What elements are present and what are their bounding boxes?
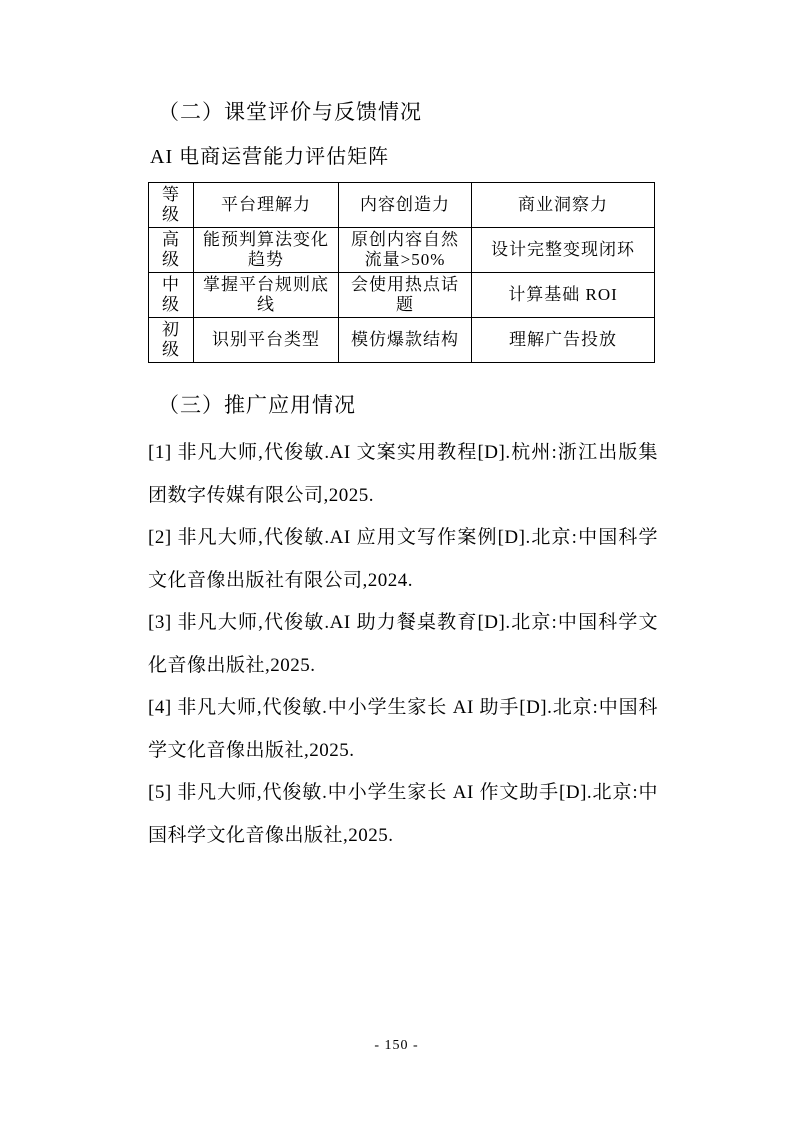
- level-cell: [149, 228, 194, 273]
- reference-item: [1] 非凡大师,代俊敏.AI 文案实用教程[D].杭州:浙江出版集团数字传媒有限公司,2025.: [148, 442, 658, 506]
- header-cell-business: 商业洞察力: [472, 183, 655, 228]
- table-cell: 识别平台类型: [194, 318, 339, 363]
- reference-item: [5] 非凡大师,代俊敏.中小学生家长 AI 作文助手[D].北京:中国科学文化音像出版社,2025.: [148, 782, 658, 846]
- table-cell: 理解广告投放: [472, 318, 655, 363]
- header-cell-level: [149, 183, 194, 228]
- section3-heading: （三）推广应用情况: [158, 393, 356, 417]
- table-title: AI 电商运营能力评估矩阵: [150, 146, 390, 168]
- table-row: [149, 273, 655, 318]
- page-number: - 150 -: [374, 1038, 419, 1053]
- table-header-row: [149, 183, 655, 228]
- level-cell: [149, 318, 194, 363]
- table-cell: 计算基础 ROI: [472, 273, 655, 318]
- reference-item: [2] 非凡大师,代俊敏.AI 应用文写作案例[D].北京:中国科学文化音像出版社有限公司,2024.: [148, 527, 658, 591]
- header-cell-platform: 平台理解力: [194, 183, 339, 228]
- level-label: 高级: [161, 230, 180, 269]
- reference-list: [148, 432, 658, 857]
- level-cell: [149, 273, 194, 318]
- header-cell-content: 内容创造力: [339, 183, 472, 228]
- table-cell: 掌握平台规则底线: [194, 273, 339, 318]
- page-content: [148, 0, 658, 857]
- table-cell: 模仿爆款结构: [339, 318, 472, 363]
- table-cell: 设计完整变现闭环: [472, 228, 655, 273]
- header-label: 等级: [161, 185, 180, 224]
- table-cell: 原创内容自然流量>50%: [339, 228, 472, 273]
- table-row: [149, 228, 655, 273]
- reference-item: [4] 非凡大师,代俊敏.中小学生家长 AI 助手[D].北京:中国科学文化音像出版社,2025.: [148, 697, 658, 761]
- table-cell: 能预判算法变化趋势: [194, 228, 339, 273]
- section2-heading: （二）课堂评价与反馈情况: [158, 100, 422, 124]
- table-cell: 会使用热点话题: [339, 273, 472, 318]
- reference-item: [3] 非凡大师,代俊敏.AI 助力餐桌教育[D].北京:中国科学文化音像出版社,2025.: [148, 612, 658, 676]
- table-row: [149, 318, 655, 363]
- level-label: 中级: [161, 275, 180, 314]
- capability-matrix-table: [148, 182, 655, 363]
- level-label: 初级: [161, 320, 180, 359]
